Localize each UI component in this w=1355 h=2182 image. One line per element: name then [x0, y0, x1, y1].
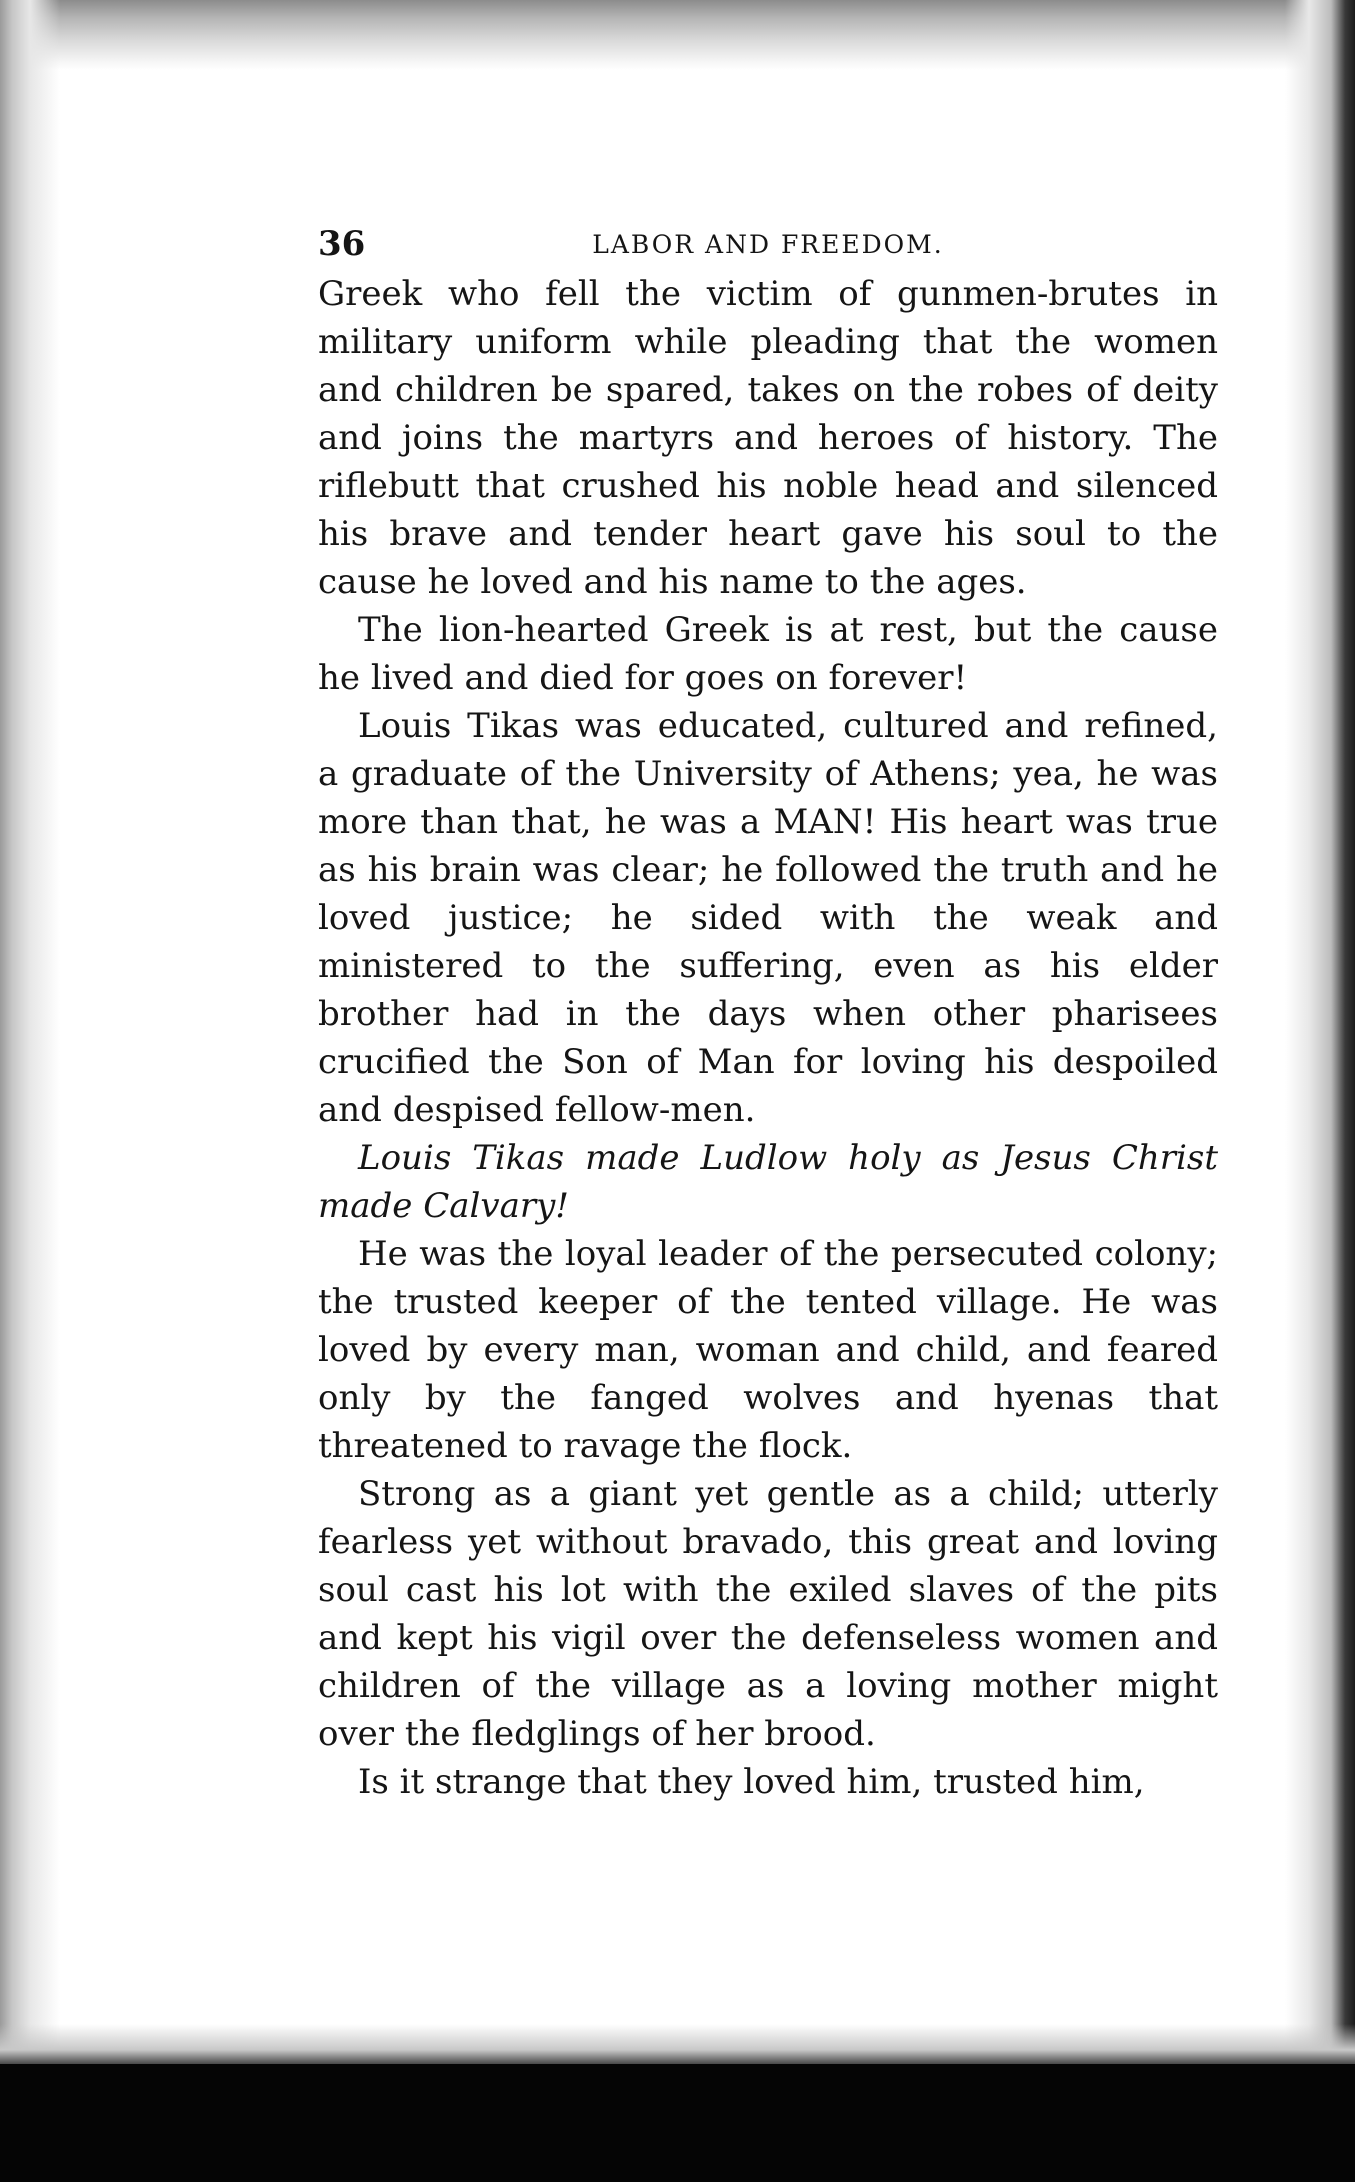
- paragraph-continued: Greek who fell the victim of gunmen-brutes in military uniform while pleading that the women and children be spared, takes on the robes of deity and joins the martyrs and heroes of history. The riflebutt that crushed his noble head and silenced his brave and tender heart gave his soul to the cause he loved and his name to the ages.: [318, 274, 1218, 602]
- running-title: LABOR AND FREEDOM.: [592, 230, 944, 259]
- running-head: [318, 210, 1218, 270]
- scan-top-edge: [0, 0, 1355, 70]
- scan-left-edge: [0, 0, 60, 2182]
- body-text: [318, 270, 1218, 1806]
- paragraph: Is it strange that they loved him, trusted him,: [358, 1762, 1145, 1802]
- paragraph: The lion-hearted Greek is at rest, but the cause he lived and died for goes on forever!: [318, 610, 1218, 698]
- paragraph: Strong as a giant yet gentle as a child; utterly fearless yet without bravado, this great and loving soul cast his lot with the exiled slaves of the pits and kept his vigil over the defenseless women and children of the village as a loving mother might over the fledglings of her brood.: [318, 1474, 1218, 1754]
- paragraph-italic: Louis Tikas made Ludlow holy as Jesus Christ made Calvary!: [318, 1138, 1218, 1226]
- paragraph: Louis Tikas was educated, cultured and refined, a graduate of the University of Athens; yea, he was more than that, he was a MAN! His heart was true as his brain was clear; he followed the truth and he loved justice; he sided with the weak and ministered to the suffering, even as his elder brother had in the days when other pharisees crucified the Son of Man for loving his despoiled and despised fellow-men.: [318, 706, 1218, 1130]
- scan-bottom-band: [0, 2064, 1355, 2182]
- paragraph: He was the loyal leader of the persecuted colony; the trusted keeper of the tented village. He was loved by every man, woman and child, and feared only by the fanged wolves and hyenas that threatened to ravage the flock.: [318, 1234, 1218, 1466]
- page-number: 36: [318, 224, 366, 264]
- scan-bottom-fade: [0, 2024, 1355, 2064]
- scan-right-edge: [1285, 0, 1355, 2182]
- book-page: [318, 210, 1218, 1806]
